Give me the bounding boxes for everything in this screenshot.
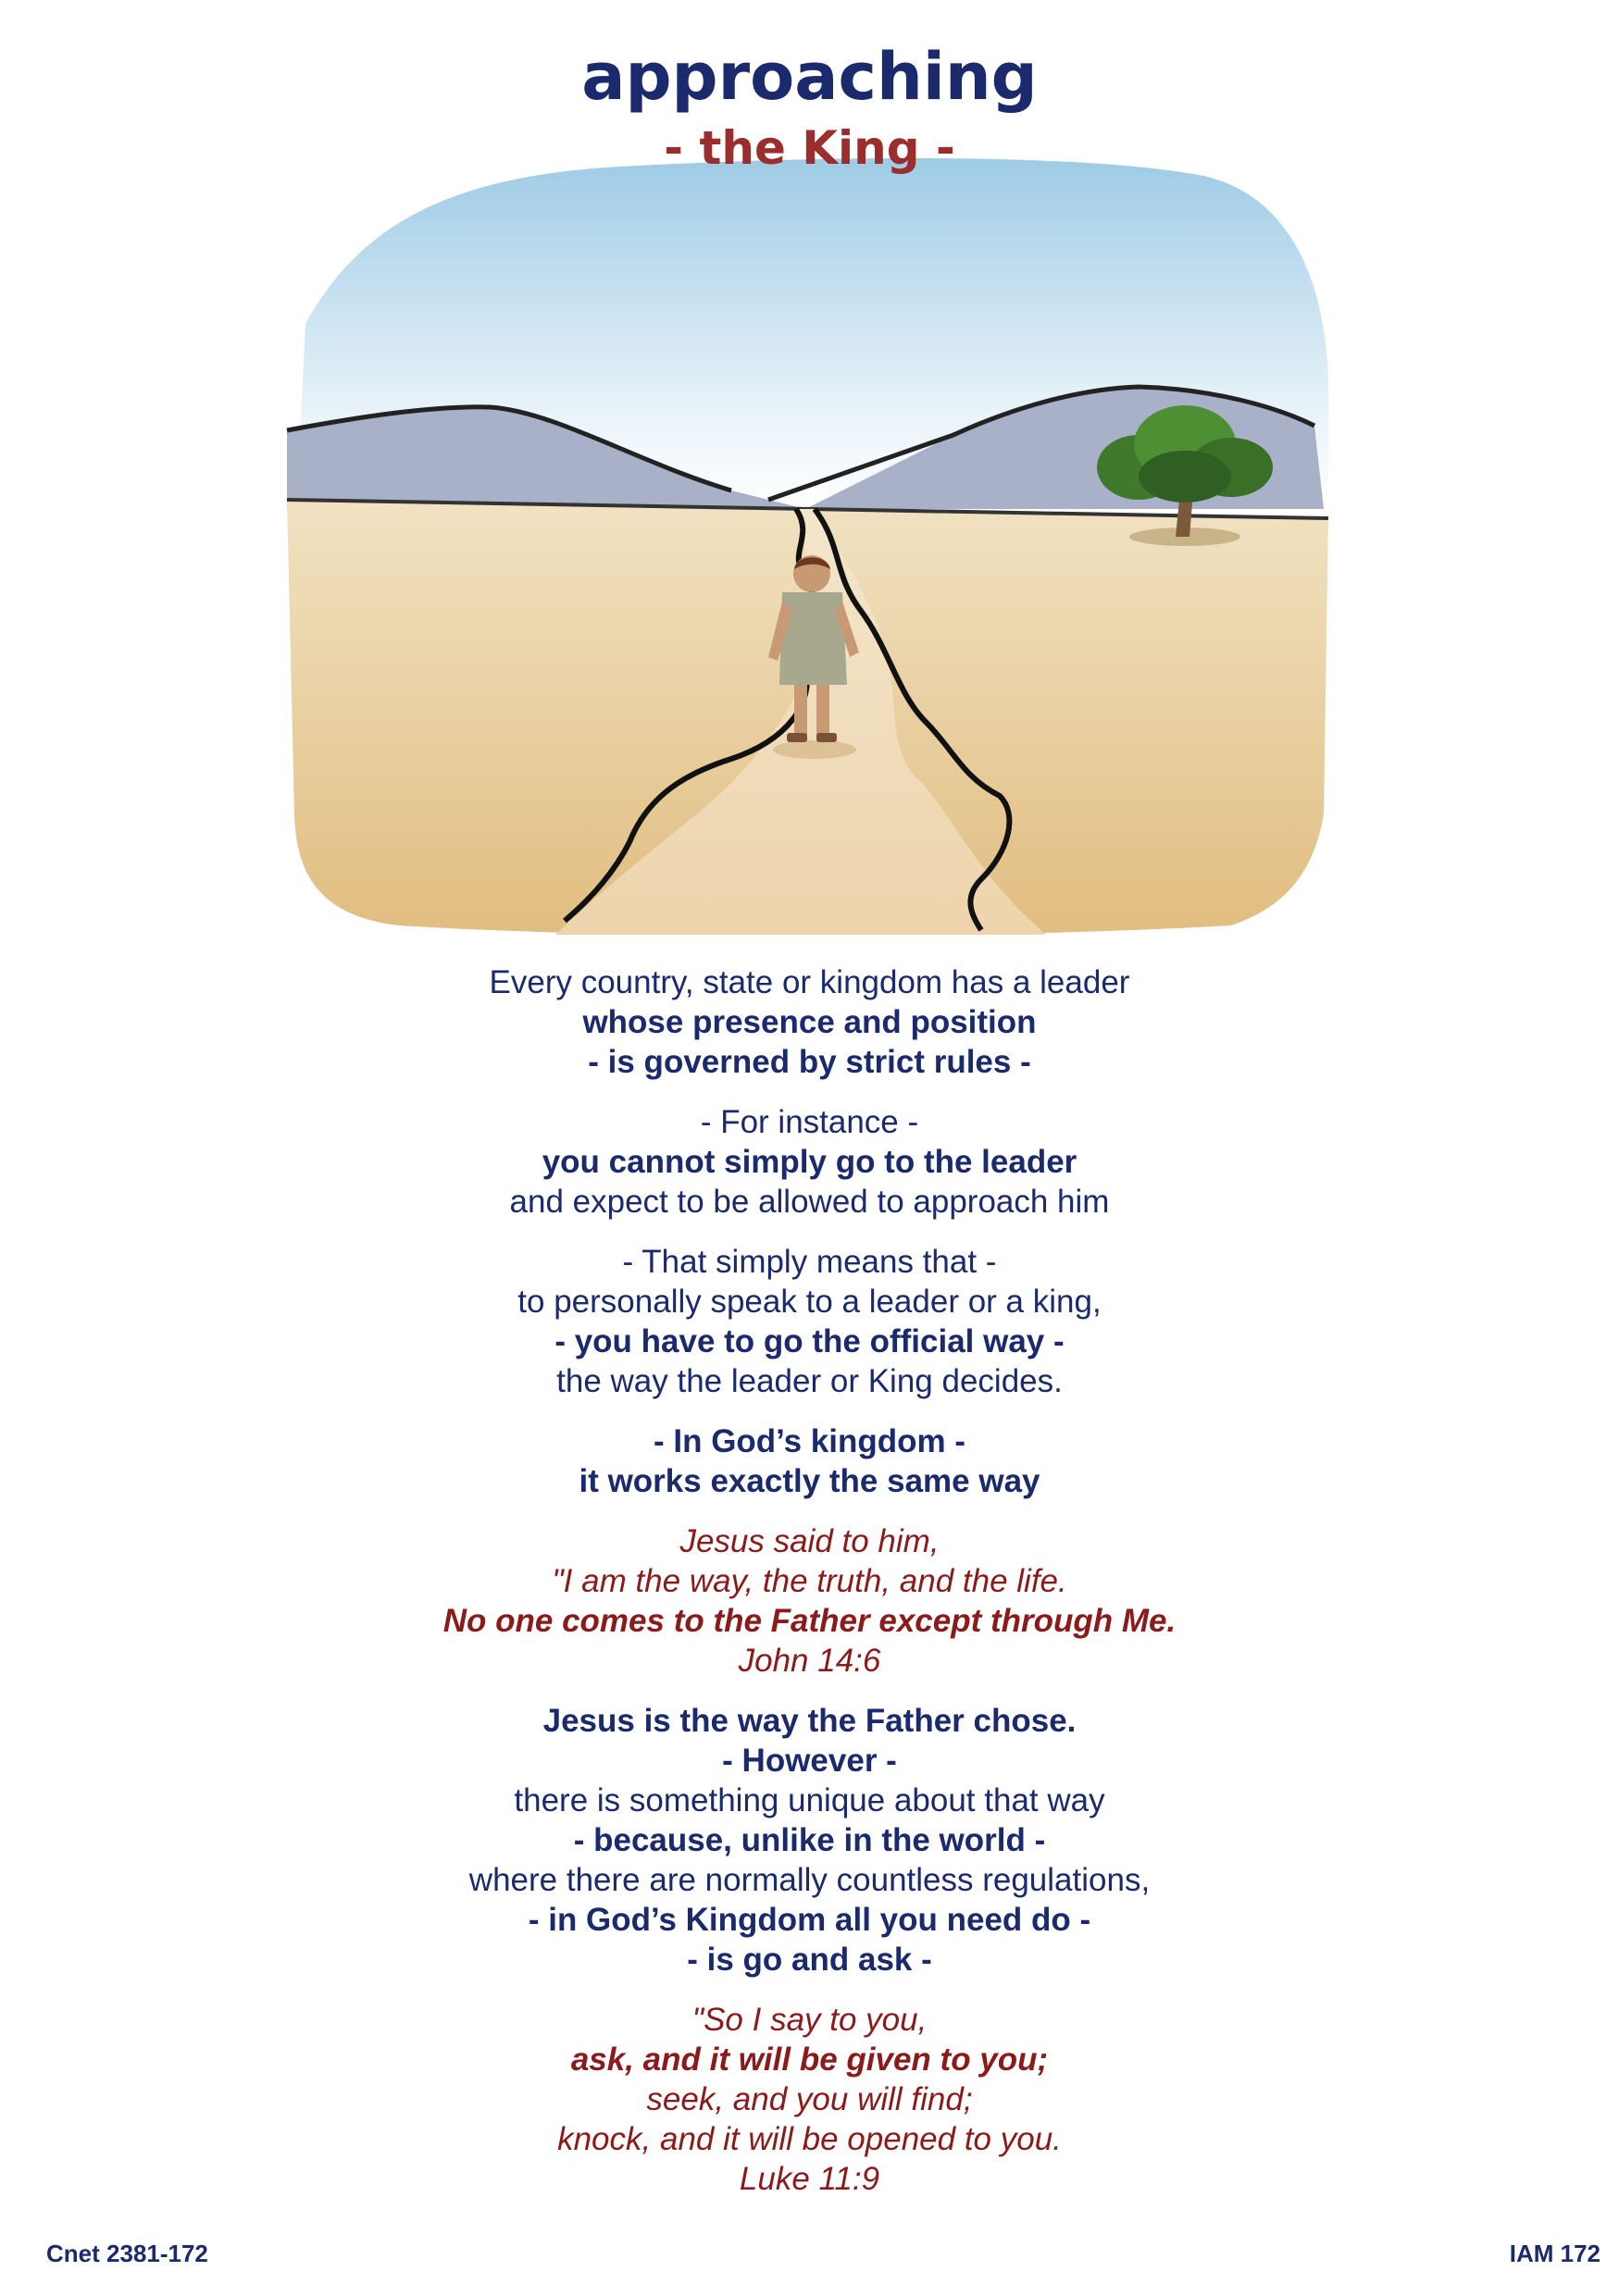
paragraph <box>0 1102 1619 1222</box>
text-line: "So I say to you, <box>691 2002 928 2038</box>
text-line: - you have to go the official way - <box>554 1323 1065 1359</box>
paragraph <box>0 1242 1619 1401</box>
page-subtitle: - the King - <box>664 121 955 175</box>
text-line: - because, unlike in the world - <box>573 1822 1046 1858</box>
text-line: Luke 11:9 <box>739 2161 880 2197</box>
text-line: whose presence and position <box>582 1004 1037 1040</box>
text-line: - That simply means that - <box>622 1244 997 1280</box>
page-title: approaching <box>581 39 1038 115</box>
text-line: you cannot simply go to the leader <box>542 1144 1077 1180</box>
text-line: knock, and it will be opened to you. <box>557 2121 1062 2157</box>
text-line: - In God’s kingdom - <box>653 1423 965 1459</box>
text-line: ask, and it will be given to you; <box>570 2042 1049 2078</box>
text-line: it works exactly the same way <box>579 1463 1040 1499</box>
text-line: "I am the way, the truth, and the life. <box>552 1563 1067 1599</box>
text-line: Every country, state or kingdom has a leader <box>489 964 1130 1000</box>
paragraph <box>0 2000 1619 2199</box>
text-line: there is something unique about that way <box>514 1782 1105 1818</box>
paragraph <box>0 1521 1619 1681</box>
text-line: seek, and you will find; <box>646 2081 973 2117</box>
text-line: - in God’s Kingdom all you need do - <box>528 1902 1091 1938</box>
paragraph <box>0 1421 1619 1501</box>
desert-path-illustration <box>250 111 1361 935</box>
text-line: - is go and ask - <box>687 1942 932 1978</box>
text-line: to personally speak to a leader or a king, <box>517 1284 1102 1320</box>
text-line: and expect to be allowed to approach him <box>509 1184 1110 1220</box>
body-text <box>0 962 1619 2219</box>
text-line: John 14:6 <box>738 1643 881 1679</box>
text-line: - However - <box>722 1743 897 1779</box>
text-line: No one comes to the Father except through Me. <box>442 1603 1177 1639</box>
paragraph <box>0 962 1619 1082</box>
footer-code-right: IAM 172 <box>1509 2240 1600 2267</box>
footer-code-left: Cnet 2381-172 <box>46 2240 208 2267</box>
text-line: the way the leader or King decides. <box>556 1363 1063 1399</box>
text-line: Jesus is the way the Father chose. <box>542 1703 1077 1739</box>
text-line: - is governed by strict rules - <box>588 1044 1031 1080</box>
text-line: Jesus said to him, <box>679 1523 940 1559</box>
text-line: where there are normally countless regulations, <box>468 1862 1151 1898</box>
text-line: - For instance - <box>700 1104 919 1140</box>
paragraph <box>0 1701 1619 1980</box>
